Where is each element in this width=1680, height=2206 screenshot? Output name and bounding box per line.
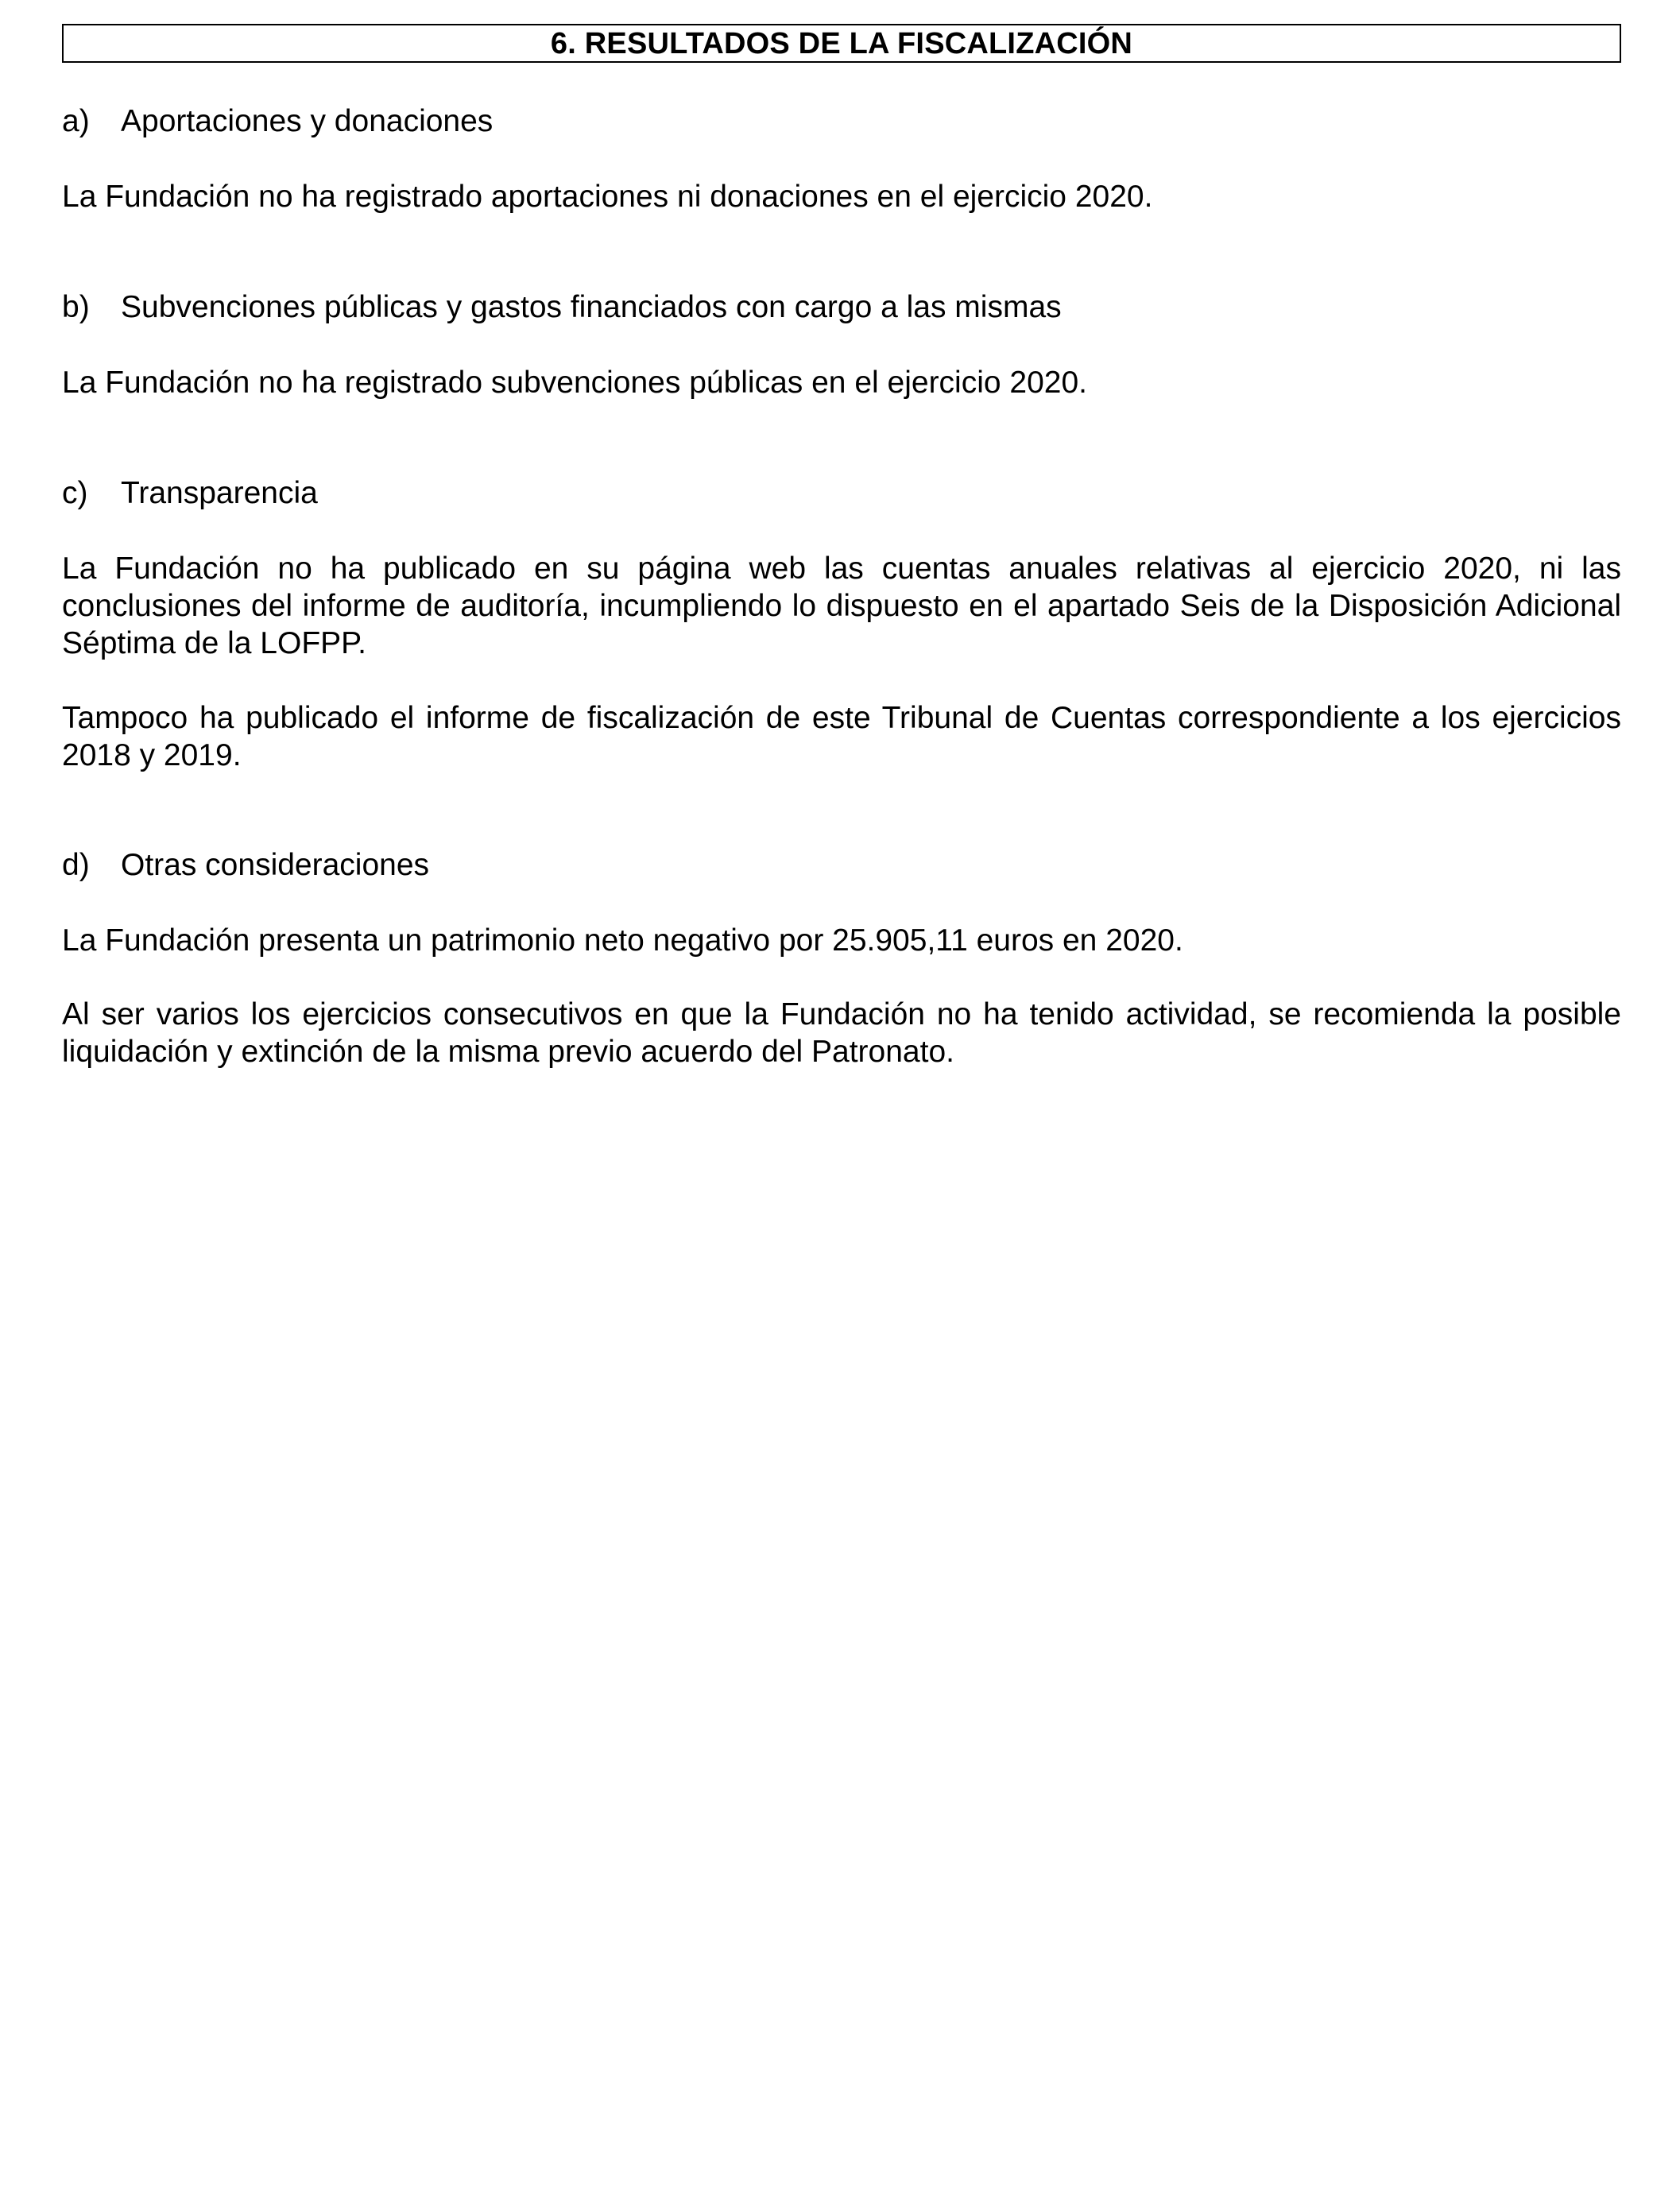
paragraph: La Fundación no ha registrado aportaciones ni donaciones en el ejercicio 2020. (62, 180, 1153, 214)
subsection-title: Aportaciones y donaciones (121, 104, 494, 138)
subsection-marker: d) (62, 848, 90, 882)
subsection-heading-a (62, 103, 493, 140)
subsection-marker: b) (62, 290, 90, 324)
subsection-heading-b (62, 289, 1062, 326)
subsection-marker: c) (62, 476, 88, 510)
paragraph: La Fundación no ha publicado en su página web las cuentas anuales relativas al ejercicio 2020, ni las conclusiones del informe de auditoría, incumpliendo lo dispuesto en el apartado Seis de la Disposición Adicional Séptima de la LOFPP. (62, 552, 1621, 660)
subsection-title: Subvenciones públicas y gastos financiados con cargo a las mismas (121, 290, 1062, 324)
subsection-marker: a) (62, 104, 90, 138)
section-title: 6. RESULTADOS DE LA FISCALIZACIÓN (62, 24, 1621, 63)
paragraph: La Fundación no ha registrado subvenciones públicas en el ejercicio 2020. (62, 366, 1088, 400)
paragraph: Al ser varios los ejercicios consecutivos en que la Fundación no ha tenido actividad, se recomienda la posible liquidación y extinción de la misma previo acuerdo del Patronato. (62, 997, 1621, 1069)
subsection-heading-d (62, 847, 429, 884)
paragraph: La Fundación presenta un patrimonio neto negativo por 25.905,11 euros en 2020. (62, 923, 1183, 958)
paragraph: Tampoco ha publicado el informe de fiscalización de este Tribunal de Cuentas correspondiente a los ejercicios 2018 y 2019. (62, 701, 1621, 772)
subsection-title: Otras consideraciones (121, 848, 430, 882)
subsection-heading-c (62, 475, 318, 512)
document-page (62, 24, 1621, 1069)
subsection-title: Transparencia (121, 476, 318, 510)
